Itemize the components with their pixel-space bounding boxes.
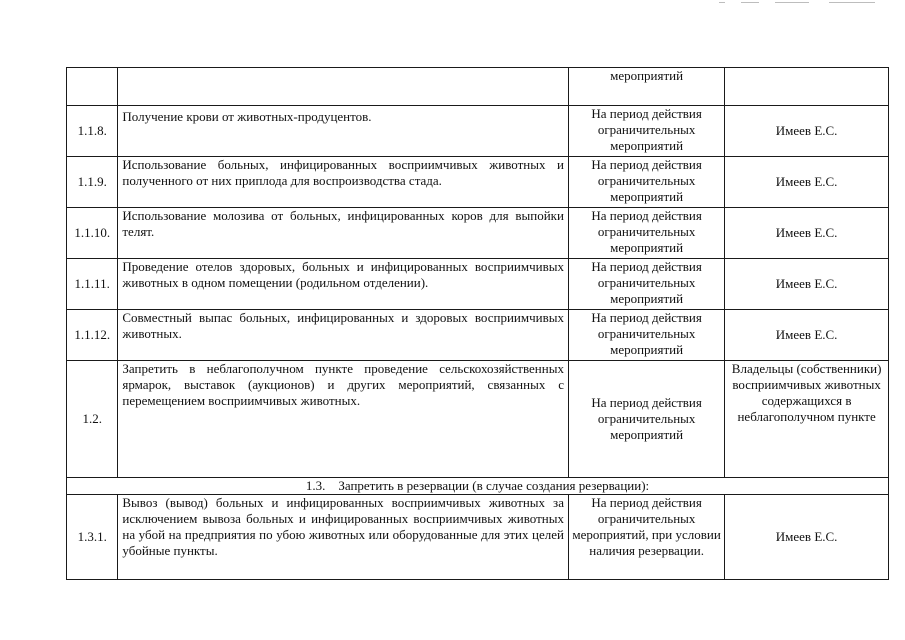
table-row — [67, 495, 889, 580]
item-responsible: Имеев Е.С. — [725, 157, 889, 208]
item-period: На период действия ограничительных мероприятий — [568, 106, 724, 157]
item-number: 1.3.1. — [67, 495, 118, 580]
item-period: На период действия ограничительных мероприятий, при условии наличия резервации. — [568, 495, 724, 580]
section-number: 1.3. — [305, 478, 326, 493]
measures-table — [66, 67, 889, 580]
item-period: На период действия ограничительных мероприятий — [568, 259, 724, 310]
table-row — [67, 310, 889, 361]
item-description: Проведение отелов здоровых, больных и инфицированных восприимчивых животных в одном помещении (родильном отделении). — [118, 259, 569, 310]
table-row — [67, 259, 889, 310]
item-number: 1.1.11. — [67, 259, 118, 310]
item-description: Совместный выпас больных, инфицированных и здоровых восприимчивых животных. — [118, 310, 569, 361]
item-description: Получение крови от животных-продуцентов. — [118, 106, 569, 157]
item-number: 1.1.9. — [67, 157, 118, 208]
item-period: На период действия ограничительных мероприятий — [568, 208, 724, 259]
section-heading — [67, 478, 889, 495]
item-responsible: Имеев Е.С. — [725, 106, 889, 157]
item-description: Использование молозива от больных, инфицированных коров для выпойки телят. — [118, 208, 569, 259]
item-period: На период действия ограничительных мероприятий — [568, 157, 724, 208]
table-row — [67, 68, 889, 106]
item-number: 1.2. — [67, 361, 118, 478]
item-number: 1.1.12. — [67, 310, 118, 361]
item-responsible: Владельцы (собственники) восприимчивых животных содержащихся в неблагополучном пункте — [725, 361, 889, 478]
item-period: мероприятий — [568, 68, 724, 106]
item-description — [118, 68, 569, 106]
item-period: На период действия ограничительных мероприятий — [568, 361, 724, 478]
item-period: На период действия ограничительных мероприятий — [568, 310, 724, 361]
item-number: 1.1.8. — [67, 106, 118, 157]
item-description: Запретить в неблагополучном пункте проведение сельскохозяйственных ярмарок, выставок (аукционов) и других мероприятий, связанных с перемещением восприимчивых животных. — [118, 361, 569, 478]
section-title: Запретить в резервации (в случае создания резервации): — [338, 478, 650, 493]
item-responsible — [725, 68, 889, 106]
item-description: Вывоз (вывод) больных и инфицированных восприимчивых животных за исключением вывоза больных и инфицированных восприимчивых животных на убой на предприятия по убою животных или оборудованные для этих целей убойные пункты. — [118, 495, 569, 580]
section-row — [67, 478, 889, 495]
item-responsible: Имеев Е.С. — [725, 259, 889, 310]
item-number — [67, 68, 118, 106]
table-row — [67, 208, 889, 259]
table-row — [67, 106, 889, 157]
item-responsible: Имеев Е.С. — [725, 495, 889, 580]
table-row — [67, 157, 889, 208]
item-number: 1.1.10. — [67, 208, 118, 259]
item-responsible: Имеев Е.С. — [725, 310, 889, 361]
item-description: Использование больных, инфицированных восприимчивых животных и полученного от них приплода для воспроизводства стада. — [118, 157, 569, 208]
item-responsible: Имеев Е.С. — [725, 208, 889, 259]
table-row — [67, 361, 889, 478]
